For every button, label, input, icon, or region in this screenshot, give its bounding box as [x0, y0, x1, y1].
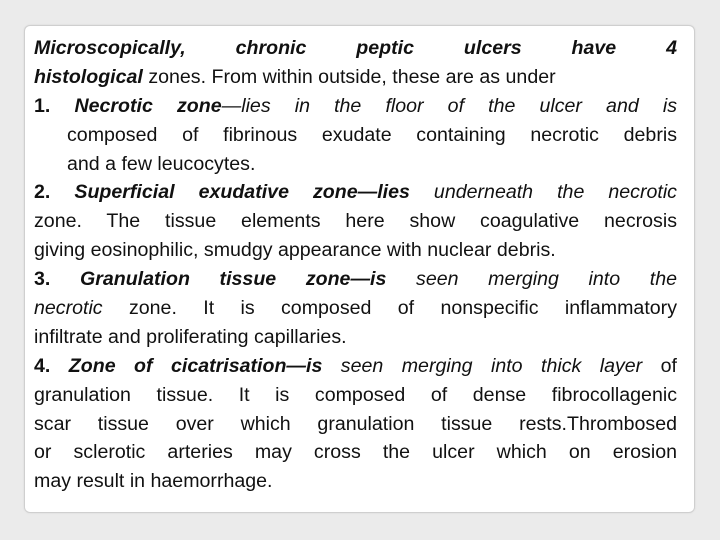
zone4-line-1 [34, 352, 677, 381]
zone3-line-3 [34, 323, 677, 352]
zone1-line-3-text: and a few leucocytes. [67, 152, 256, 175]
zone4-line-4 [34, 438, 677, 467]
zone3-number: 3. [34, 268, 51, 291]
zone4-line-3-text: scar tissue over which granulation tissue rests.Thrombosed [34, 412, 677, 435]
intro-histological: histological [34, 65, 143, 88]
zone1-title: Necrotic zone [74, 94, 222, 117]
intro-line-1-text: Microscopically, chronic peptic ulcers have 4 [34, 37, 677, 59]
zone4-line-4-text: or sclerotic arteries may cross the ulcer which on erosion [34, 441, 677, 464]
zone4-line-5-text: may result in haemorrhage. [34, 470, 273, 493]
zone2-line-1 [34, 178, 677, 207]
zone4-title: Zone of cicatrisation—is [68, 354, 323, 377]
zone2-number: 2. [34, 181, 51, 204]
intro-line-2 [34, 63, 677, 92]
zone4-number: 4. [34, 354, 51, 377]
intro-line-2-rest: zones. From within outside, these are as under [142, 65, 556, 88]
zone4-line-2-text: granulation tissue. It is composed of dense fibrocollagenic [34, 383, 677, 406]
zone3-necrotic: necrotic [34, 297, 103, 320]
zone4-line-5 [34, 467, 677, 496]
zone1-line-2-text: composed of fibrinous exudate containing necrotic debris [67, 123, 677, 146]
zone2-line-1-text: underneath the necrotic [409, 181, 677, 204]
zone3-title: Granulation tissue zone—is [79, 268, 387, 291]
zone1-line-3 [34, 150, 677, 179]
zone3-line-2 [34, 294, 677, 323]
zone1-line-1-text: —lies in the floor of the ulcer and is [221, 94, 678, 117]
zone1-line-1 [34, 92, 677, 121]
zone3-line-1-text: seen merging into the [386, 268, 678, 291]
zone4-line-2 [34, 381, 677, 410]
zone2-line-2 [34, 207, 677, 236]
zone4-line-3 [34, 410, 677, 439]
zone1-number: 1. [34, 94, 51, 117]
intro-line-1 [34, 34, 677, 63]
slide-text [34, 34, 677, 496]
zone2-line-3-text: giving eosinophilic, smudgy appearance with nuclear debris. [34, 239, 556, 262]
zone2-line-3 [34, 236, 677, 265]
zone2-line-2-text: zone. The tissue elements here show coagulative necrosis [34, 210, 677, 233]
zone3-line-1 [34, 265, 677, 294]
slide-card [24, 25, 695, 513]
zone4-line-1-text: seen merging into thick layer [322, 354, 643, 377]
zone2-title: Superficial exudative zone—lies [74, 181, 410, 204]
zone4-line-1-rest: of [642, 354, 677, 377]
zone3-line-2-rest: zone. It is composed of nonspecific inflammatory [102, 297, 677, 320]
zone3-line-3-text: infiltrate and proliferating capillaries. [34, 325, 347, 348]
zone1-line-2 [34, 121, 677, 150]
